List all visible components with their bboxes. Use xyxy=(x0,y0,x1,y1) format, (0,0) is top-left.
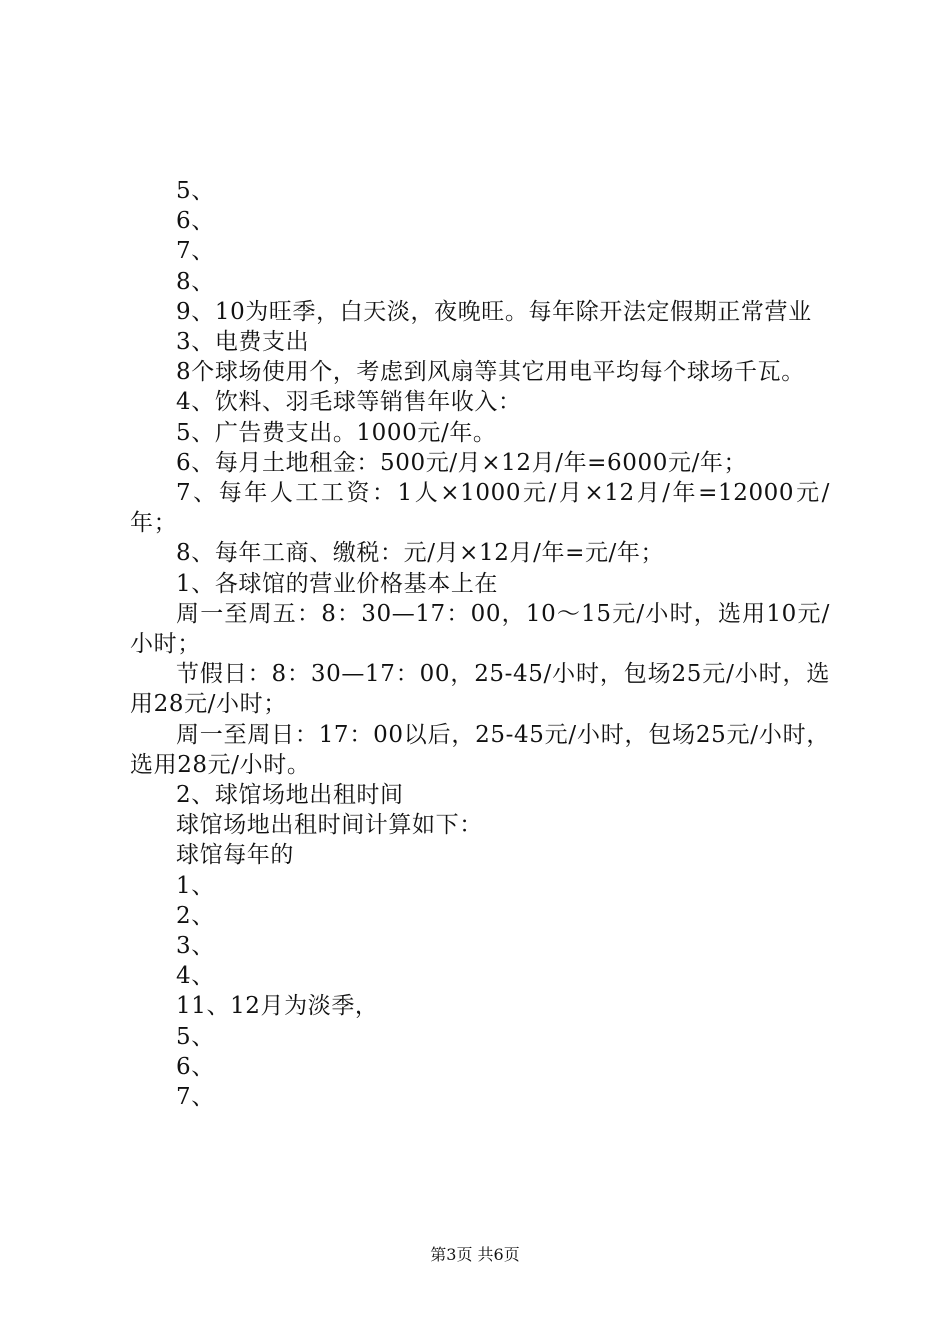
paragraph: 5、广告费支出。1000元/年。 xyxy=(176,419,497,446)
page-number: 第3页 共6页 xyxy=(430,1245,520,1264)
paragraph: 4、 xyxy=(176,963,215,990)
paragraph: 11、12月为淡季， xyxy=(176,993,379,1020)
paragraph: 2、球馆场地出租时间 xyxy=(176,782,404,809)
paragraph: 6、 xyxy=(176,1053,215,1080)
paragraph: 6、每月土地租金：500元/月×12月/年=6000元/年； xyxy=(176,449,748,476)
paragraph: 8、每年工商、缴税：元/月×12月/年=元/年； xyxy=(176,540,665,567)
paragraph: 4、饮料、羽毛球等销售年收入： xyxy=(176,389,522,416)
paragraph: 7、 xyxy=(176,1084,215,1111)
paragraph: 1、 xyxy=(176,872,215,899)
paragraph: 5、 xyxy=(176,178,215,204)
paragraph: 3、电费支出 xyxy=(176,329,310,356)
page-footer xyxy=(0,1242,950,1265)
paragraph: 球馆场地出租时间计算如下： xyxy=(176,812,483,839)
paragraph: 7、每年人工工资：1人×1000元/月×12月/年=12000元/年； xyxy=(130,480,830,537)
paragraph: 9、10为旺季，白天淡，夜晚旺。每年除开法定假期正常营业 xyxy=(176,298,812,325)
paragraph: 7、 xyxy=(176,238,215,265)
paragraph: 节假日：8：30—17：00，25-45/小时，包场25元/小时，选用28元/小时； xyxy=(130,661,830,718)
paragraph: 8个球场使用个，考虑到风扇等其它用电平均每个球场千瓦。 xyxy=(176,359,805,386)
paragraph: 周一至周日：17：00以后，25-45元/小时，包场25元/小时，选用28元/小时。 xyxy=(130,721,830,778)
document-body xyxy=(130,176,830,1112)
paragraph: 3、 xyxy=(176,933,215,960)
paragraph: 1、各球馆的营业价格基本上在 xyxy=(176,570,499,597)
paragraph: 8、 xyxy=(176,268,215,295)
paragraph: 周一至周五：8：30—17：00，10～15元/小时，选用10元/小时； xyxy=(130,600,830,658)
paragraph: 球馆每年的 xyxy=(176,842,294,869)
paragraph: 5、 xyxy=(176,1023,215,1050)
paragraph: 6、 xyxy=(176,208,215,235)
paragraph: 2、 xyxy=(176,902,215,929)
